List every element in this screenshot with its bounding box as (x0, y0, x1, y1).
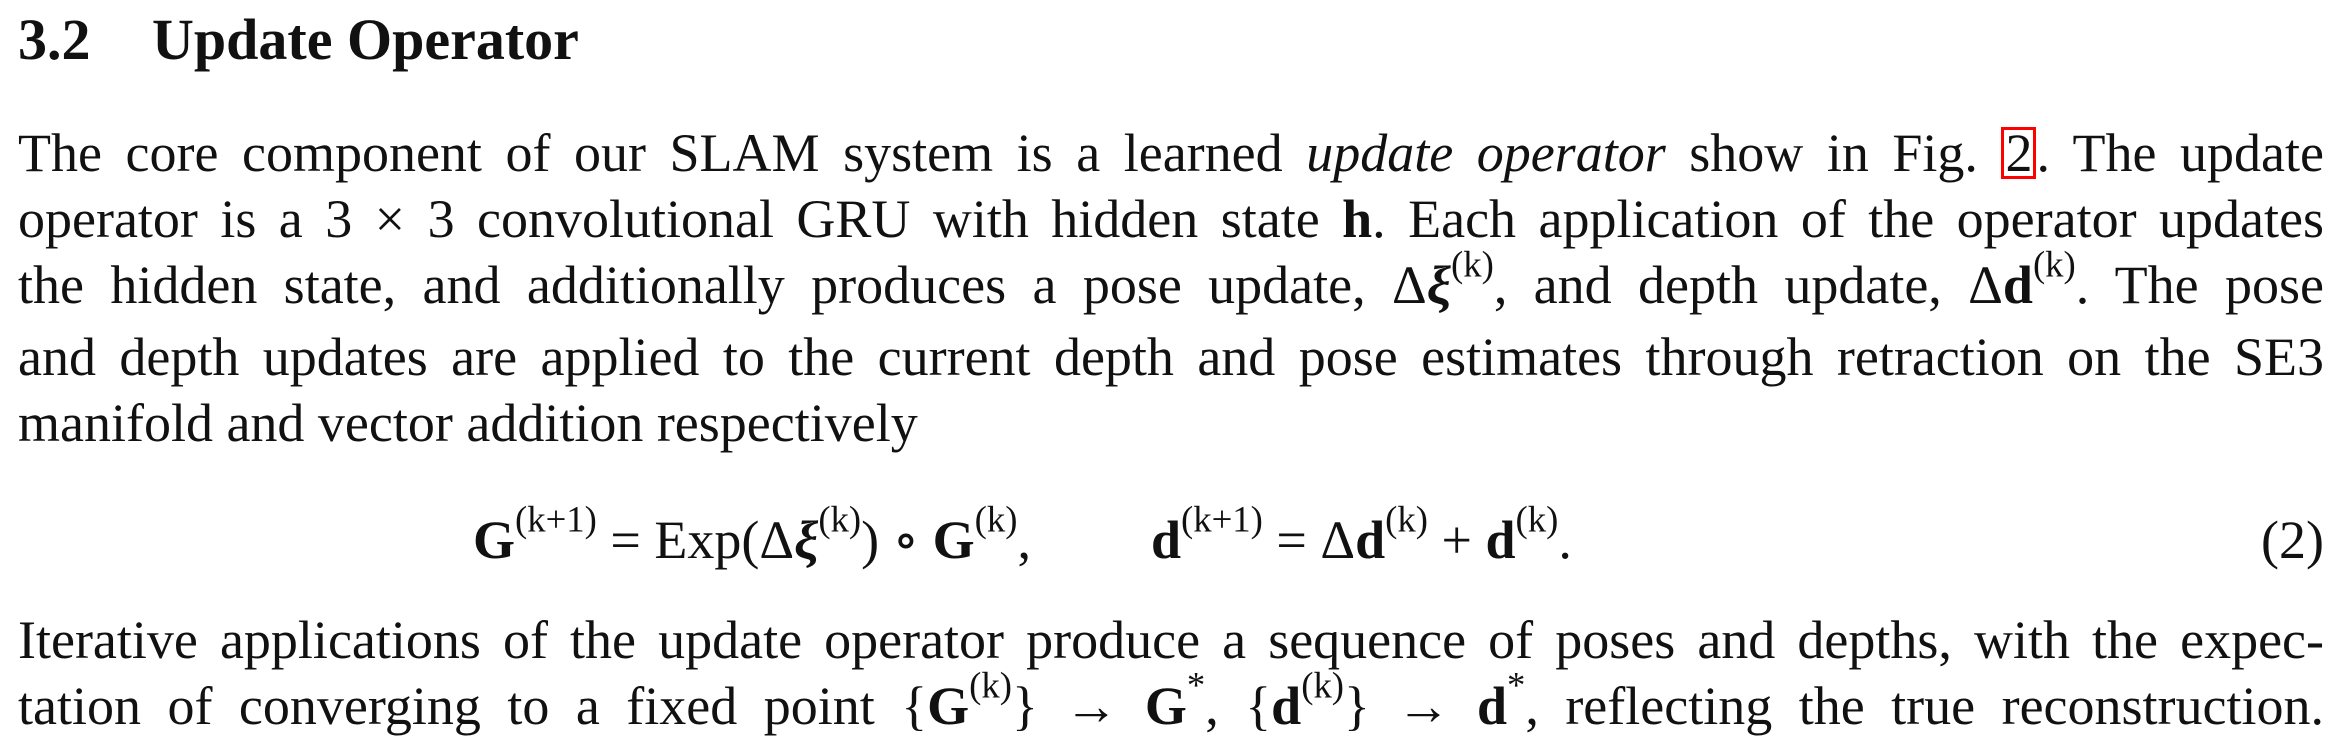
text-run: } → (1012, 676, 1145, 736)
math-superscript: (k+1) (1181, 498, 1263, 540)
figure-reference-link[interactable]: 2 (2001, 127, 2036, 179)
text-run: show in Fig. (1665, 123, 2002, 183)
math-G: G (1144, 676, 1187, 736)
math-superscript: * (1186, 664, 1206, 706)
math-xi: ξ (1426, 255, 1451, 315)
paragraph-update-operator (18, 120, 2324, 456)
math-run: , (1017, 510, 1031, 570)
math-depth: d (1485, 510, 1516, 570)
math-superscript: * (1506, 664, 1526, 706)
math-superscript: (k) (2032, 243, 2076, 285)
math-superscript: (k) (1450, 243, 1494, 285)
equation-2 (18, 500, 2324, 580)
math-G: G (473, 510, 516, 570)
math-superscript: (k) (1515, 498, 1559, 540)
math-xi: ξ (794, 510, 819, 570)
text-run: , and depth update, Δ (1493, 255, 2003, 315)
math-depth: d (1271, 676, 1302, 736)
paragraph-line: manifold and vector addition respectively (18, 393, 918, 453)
text-run: tation of converging to a fixed point { (18, 676, 928, 736)
math-superscript: (k+1) (515, 498, 597, 540)
math-superscript: (k) (969, 664, 1012, 706)
math-superscript: (k) (1385, 498, 1428, 540)
math-G: G (932, 510, 975, 570)
text-run: , reflecting the true reconstruction. (1525, 676, 2324, 736)
math-depth: d (1476, 676, 1507, 736)
paragraph-line (18, 664, 2324, 739)
text-run: The core component of our SLAM system is a learned (18, 123, 1307, 183)
text-run: } → (1344, 676, 1477, 736)
paragraph-line: and depth updates are applied to the current depth and pose estimates through retraction on the SE3 (18, 327, 2324, 387)
math-run: ) ∘ (861, 510, 933, 570)
math-run: = Exp(Δ (596, 510, 795, 570)
math-depth: d (1150, 510, 1182, 570)
math-run: . (1558, 510, 1572, 570)
paragraph-line: Iterative applications of the update operator produce a sequence of poses and depths, with the expec- (18, 610, 2324, 670)
paragraph-line (18, 186, 2324, 252)
math-superscript: (k) (974, 498, 1018, 540)
math-depth: d (1355, 510, 1386, 570)
math-run: + (1427, 510, 1486, 570)
text-run: . The pose (2075, 255, 2324, 315)
emphasis-update-operator: update operator (1306, 123, 1666, 183)
math-hidden-state: h (1342, 189, 1373, 249)
math-depth: d (2002, 255, 2033, 315)
paragraph-line (18, 243, 2324, 324)
equation-number: (2) (2261, 510, 2324, 570)
text-run: , { (1205, 676, 1272, 736)
math-superscript: (k) (818, 498, 862, 540)
math-run: = Δ (1262, 510, 1356, 570)
equation-body (473, 500, 1572, 580)
text-run: . The update (2036, 123, 2324, 183)
section-heading (18, 0, 579, 80)
section-title: Update Operator (152, 7, 579, 72)
text-run: operator is a 3 × 3 convolutional GRU with hidden state (18, 189, 1343, 249)
paragraph-line (18, 120, 2324, 186)
paragraph-iterative-applications (18, 607, 2324, 739)
math-superscript: (k) (1301, 664, 1345, 706)
text-run: the hidden state, and additionally produces a pose update, Δ (18, 255, 1427, 315)
section-number: 3.2 (18, 7, 91, 72)
text-run: . Each application of the operator updates (1372, 189, 2324, 249)
math-G: G (927, 676, 970, 736)
